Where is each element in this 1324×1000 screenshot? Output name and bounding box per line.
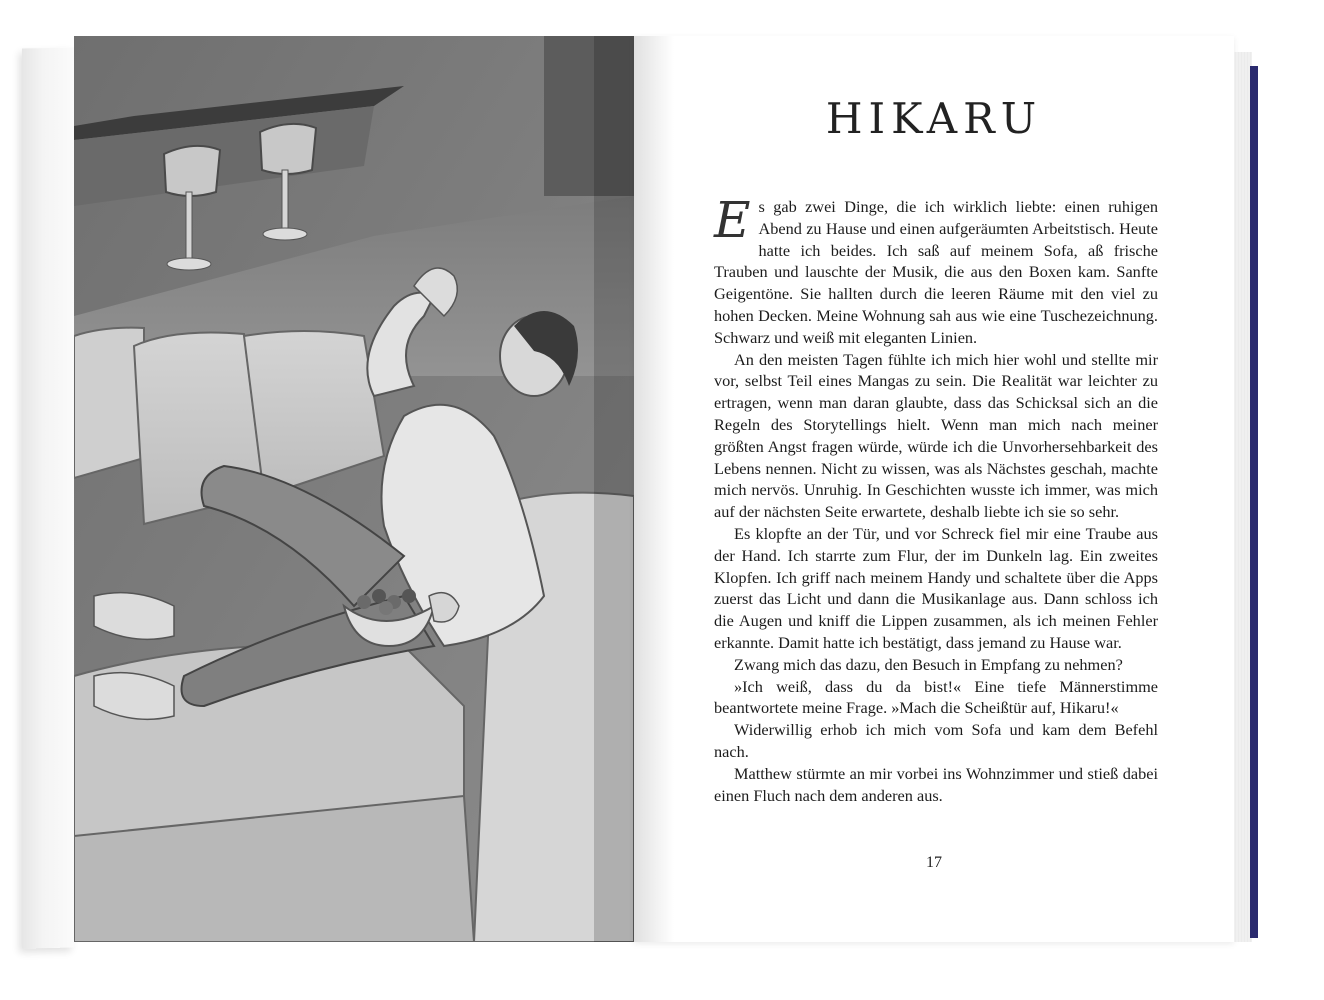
paragraph-5: »Ich weiß, dass du da bist!« Eine tiefe Männerstimme beantwortete meine Frage. »Mach die Scheißtür auf, Hikaru!« bbox=[714, 676, 1158, 718]
chapter-title: HIKARU bbox=[825, 94, 1043, 143]
text-page bbox=[634, 36, 1234, 942]
paragraph-2: An den meisten Tagen fühlte ich mich hier wohl und stellte mir vor, selbst Teil eines Mangas zu sein. Die Realität war leichter zu ertragen, wenn man daran glaubte, dass das Schicksal sich an die Regeln des Storytellings hielt. Wenn man mich nach meiner größten Angst fragen würde, würde ich die Unvorhersehbarkeit des Lebens nennen. Nicht zu wissen, was als Nächstes geschah, machte mich nervös. Unruhig. In Geschichten wusste ich immer, was mich auf der nächsten Seite erwartete, deshalb liebte ich sie so sehr. bbox=[714, 349, 1158, 522]
illustration-page bbox=[74, 36, 634, 942]
paragraph-3: Es klopfte an der Tür, und vor Schreck fiel mir eine Traube aus der Hand. Ich starrte zum Flur, der im Dunkeln lag. Ein zweites Klopfen. Ich griff nach meinem Handy und schaltete über die Apps zuerst das Licht und dann die Musikanlage aus. Dann schloss ich die Augen und kniff die Lippen zusammen, als ich meinen Fehler erkannte. Damit hatte ich bestätigt, dass jemand zu Hause war. bbox=[714, 523, 1158, 652]
paragraph-6: Widerwillig erhob ich mich vom Sofa und kam dem Befehl nach. bbox=[714, 720, 1158, 761]
paragraph-1-text: s gab zwei Dinge, die ich wirklich liebte: einen ruhigen Abend zu Hause und einen aufgeräumten Arbeitstisch. Heute hatte ich beides. Ich saß auf meinem Sofa, aß frische Trauben und lauschte der Musik, die aus den Boxen kam. Sanfte Geigentöne. Sie hallten durch die leeren Räume mit den viel zu hohen Decken. Meine Wohnung sah aus wie eine Tuschezeichnung. Schwarz und weiß mit eleganten Linien. bbox=[714, 197, 1158, 347]
paragraph-1 bbox=[714, 191, 1158, 349]
illustration-gutter-shade bbox=[594, 36, 634, 942]
text-page-gutter-shade bbox=[634, 36, 674, 942]
page-number: 17 bbox=[926, 854, 942, 871]
chapter-body bbox=[714, 191, 1158, 806]
cover-edge bbox=[1250, 66, 1258, 938]
paragraph-4: Zwang mich das dazu, den Besuch in Empfang zu nehmen? bbox=[734, 654, 1123, 674]
left-page-stack-edge bbox=[22, 47, 74, 948]
drop-cap: E bbox=[714, 191, 751, 249]
paragraph-7: Matthew stürmte an mir vorbei ins Wohnzimmer und stieß dabei einen Fluch nach dem anderen aus. bbox=[714, 763, 1158, 805]
illustration-man-on-sofa bbox=[74, 36, 634, 942]
